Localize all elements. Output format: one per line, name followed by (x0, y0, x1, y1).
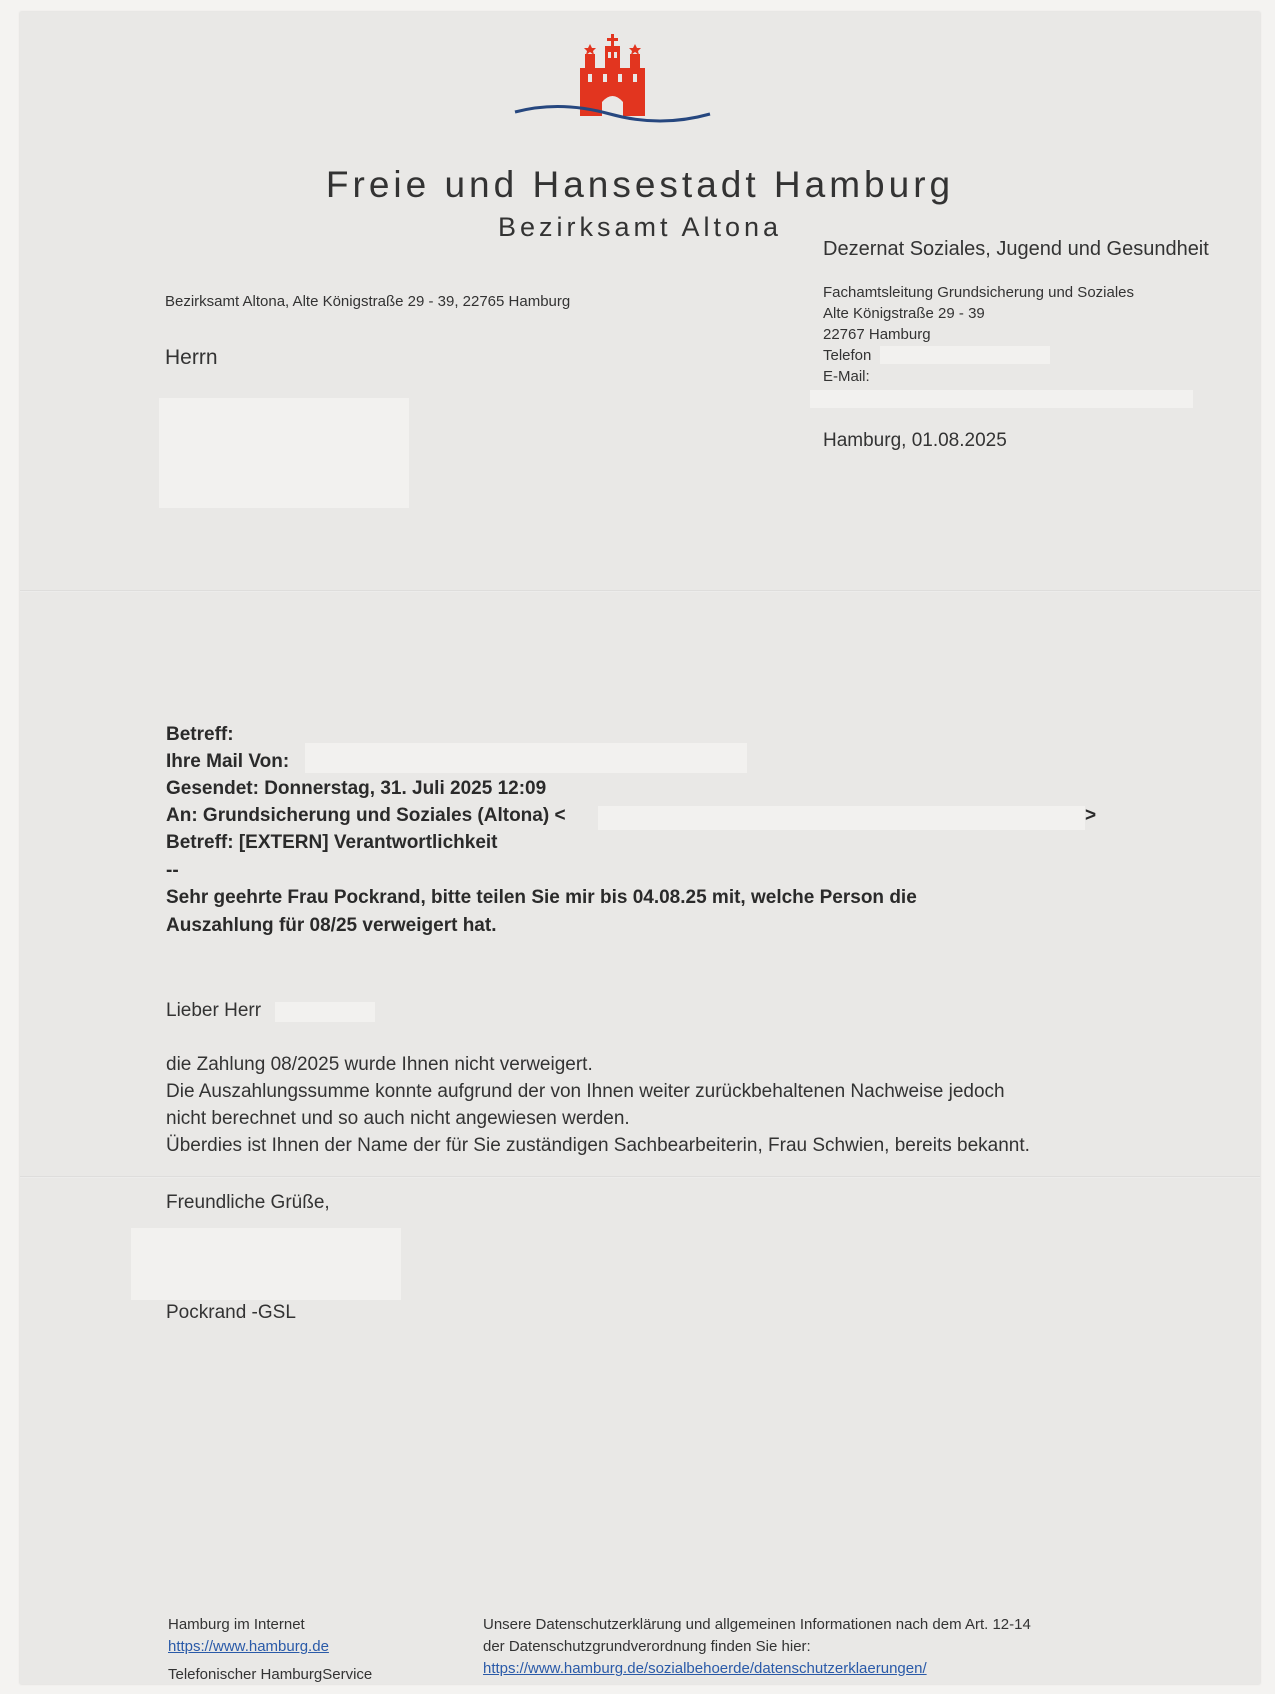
memo-sent: Gesendet: Donnerstag, 31. Juli 2025 12:09 (166, 778, 547, 799)
letter-greeting: Lieber Herr (166, 1000, 262, 1021)
office-contact-block (823, 282, 1134, 387)
footer-service-label: Telefonischer HamburgService (168, 1666, 373, 1683)
letterhead-subtitle: Bezirksamt Altona (497, 212, 783, 242)
redacted-recipient-name (275, 1002, 375, 1022)
letter-signature-name: Pockrand -GSL (166, 1302, 296, 1323)
sender-address-line: Bezirksamt Altona, Alte Königstraße 29 - 39, 22765 Hamburg (165, 293, 571, 310)
memo-question-line: Sehr geehrte Frau Pockrand, bitte teilen Sie mir bis 04.08.25 mit, welche Person die (166, 887, 917, 908)
memo-to: An: Grundsicherung und Soziales (Altona) < (166, 805, 566, 826)
hamburg-coat-of-arms-logo (495, 24, 725, 124)
memo-subject: Betreff: [EXTERN] Verantwortlichkeit (166, 832, 498, 853)
fold-line (20, 590, 1260, 592)
recipient-salutation: Herrn (165, 346, 218, 369)
letterhead-title: Freie und Hansestadt Hamburg (325, 164, 955, 205)
letter-paragraph: die Zahlung 08/2025 wurde Ihnen nicht verweigert. (166, 1054, 593, 1075)
office-email-label: E-Mail: (823, 368, 870, 385)
fold-line (20, 1176, 1260, 1178)
redacted-signature (131, 1228, 401, 1300)
letter-date: Hamburg, 01.08.2025 (823, 430, 1007, 451)
redacted-sender-email (305, 743, 747, 773)
letter-paragraph: nicht berechnet und so auch nicht angewiesen werden. (166, 1108, 630, 1129)
footer-internet-link[interactable]: https://www.hamburg.de (168, 1638, 329, 1655)
office-unit: Fachamtsleitung Grundsicherung und Soziales (823, 284, 1135, 301)
footer-privacy-text: der Datenschutzgrundverordnung finden Sie hier: (483, 1638, 811, 1655)
office-city: 22767 Hamburg (823, 326, 931, 343)
footer-privacy-link[interactable]: https://www.hamburg.de/sozialbehoerde/datenschutzerklaerungen/ (483, 1660, 927, 1677)
redacted-recipient-email (598, 806, 1085, 830)
memo-separator: -- (166, 860, 179, 881)
memo-to-suffix: > (1085, 805, 1097, 826)
memo-from-label: Ihre Mail Von: (166, 751, 290, 772)
footer-privacy-text: Unsere Datenschutzerklärung und allgemeinen Informationen nach dem Art. 12-14 (483, 1616, 1031, 1633)
letter-closing: Freundliche Grüße, (166, 1192, 330, 1213)
footer-internet-label: Hamburg im Internet (168, 1616, 305, 1633)
memo-question-line: Auszahlung für 08/25 verweigert hat. (166, 915, 497, 936)
redacted-phone (880, 346, 1050, 364)
redacted-recipient-address (159, 398, 409, 508)
office-phone-label: Telefon (823, 347, 872, 364)
office-street: Alte Königstraße 29 - 39 (823, 305, 985, 322)
letter-page (20, 12, 1260, 1684)
letter-paragraph: Die Auszahlungssumme konnte aufgrund der von Ihnen weiter zurückbehaltenen Nachweise jedoch (166, 1081, 1005, 1102)
redacted-email (810, 390, 1193, 408)
memo-subject-label: Betreff: (166, 724, 234, 745)
department-name: Dezernat Soziales, Jugend und Gesundheit (823, 238, 1209, 260)
letter-paragraph: Überdies ist Ihnen der Name der für Sie zuständigen Sachbearbeiterin, Frau Schwien, bereits bekannt. (166, 1135, 1030, 1156)
